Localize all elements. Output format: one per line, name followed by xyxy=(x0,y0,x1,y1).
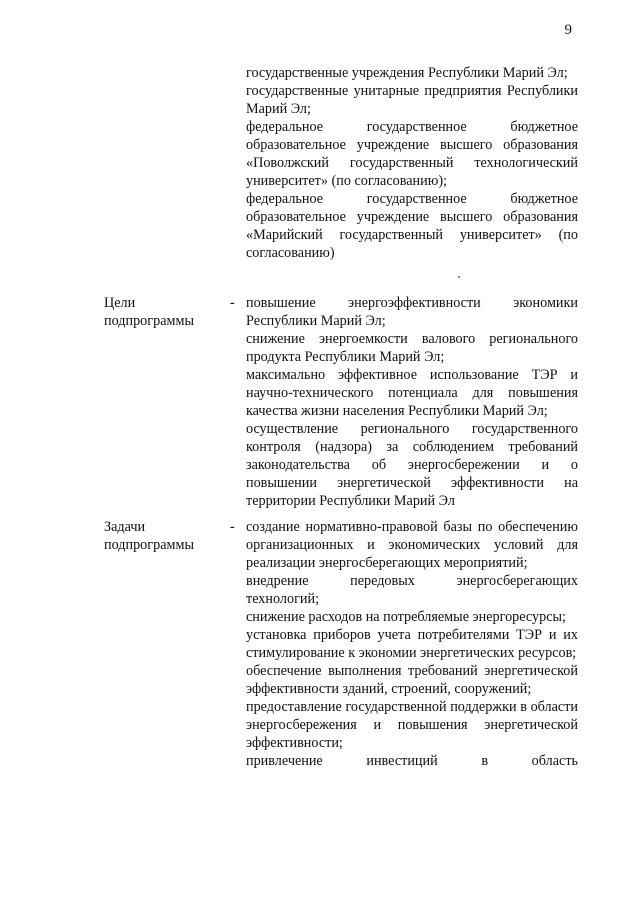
task-item: снижение расходов на потребляемые энергоресурсы; xyxy=(246,609,566,625)
task-item: внедрение передовых энергосберегающих технологий; xyxy=(246,573,578,607)
participant-item: государственные унитарные предприятия Республики Марий Эл; xyxy=(246,83,578,117)
goal-item: максимально эффективное использование ТЭР и научно-технического потенциала для повышения качества жизни населения Республики Марий Эл; xyxy=(246,367,578,419)
participant-item: государственные учреждения Республики Марий Эл; xyxy=(246,65,568,81)
task-item: создание нормативно-правовой базы по обеспечению организационных и экономических условий для реализации энергосберегающих мероприятий; xyxy=(246,519,578,571)
goals-label: Цели подпрограммы xyxy=(104,295,194,329)
participant-item: федеральное государственное бюджетное образовательное учреждение высшего образования «Поволжский государственный технологический университет» (по согласованию); xyxy=(246,119,578,189)
scan-speck xyxy=(458,276,460,278)
task-item: обеспечение выполнения требований энергетической эффективности зданий, строений, сооружений; xyxy=(246,663,578,697)
goals-dash: - xyxy=(230,295,235,311)
participant-item: федеральное государственное бюджетное образовательное учреждение высшего образования «Марийский государственный университет» (по согласованию) xyxy=(246,191,578,261)
page-number: 9 xyxy=(564,22,572,38)
goals-list xyxy=(246,294,578,510)
task-item: установка приборов учета потребителями ТЭР и их стимулирование к экономии энергетических ресурсов; xyxy=(246,627,578,661)
tasks-label: Задачи подпрограммы xyxy=(104,519,194,553)
tasks-dash: - xyxy=(230,519,235,535)
task-item: предоставление государственной поддержки в области энергосбережения и повышения энергетической эффективности; xyxy=(246,699,578,751)
goal-item: снижение энергоемкости валового регионального продукта Республики Марий Эл; xyxy=(246,331,578,365)
goal-item: повышение энергоэффективности экономики Республики Марий Эл; xyxy=(246,295,578,329)
tasks-list xyxy=(246,518,578,770)
goal-item: осуществление регионального государственного контроля (надзора) за соблюдением требований законодательства об энергосбережении и о повышении энергетической эффективности на территории Республики Марий Эл xyxy=(246,421,578,509)
task-item: привлечение инвестиций в область xyxy=(246,753,578,769)
participants-list xyxy=(246,64,578,262)
